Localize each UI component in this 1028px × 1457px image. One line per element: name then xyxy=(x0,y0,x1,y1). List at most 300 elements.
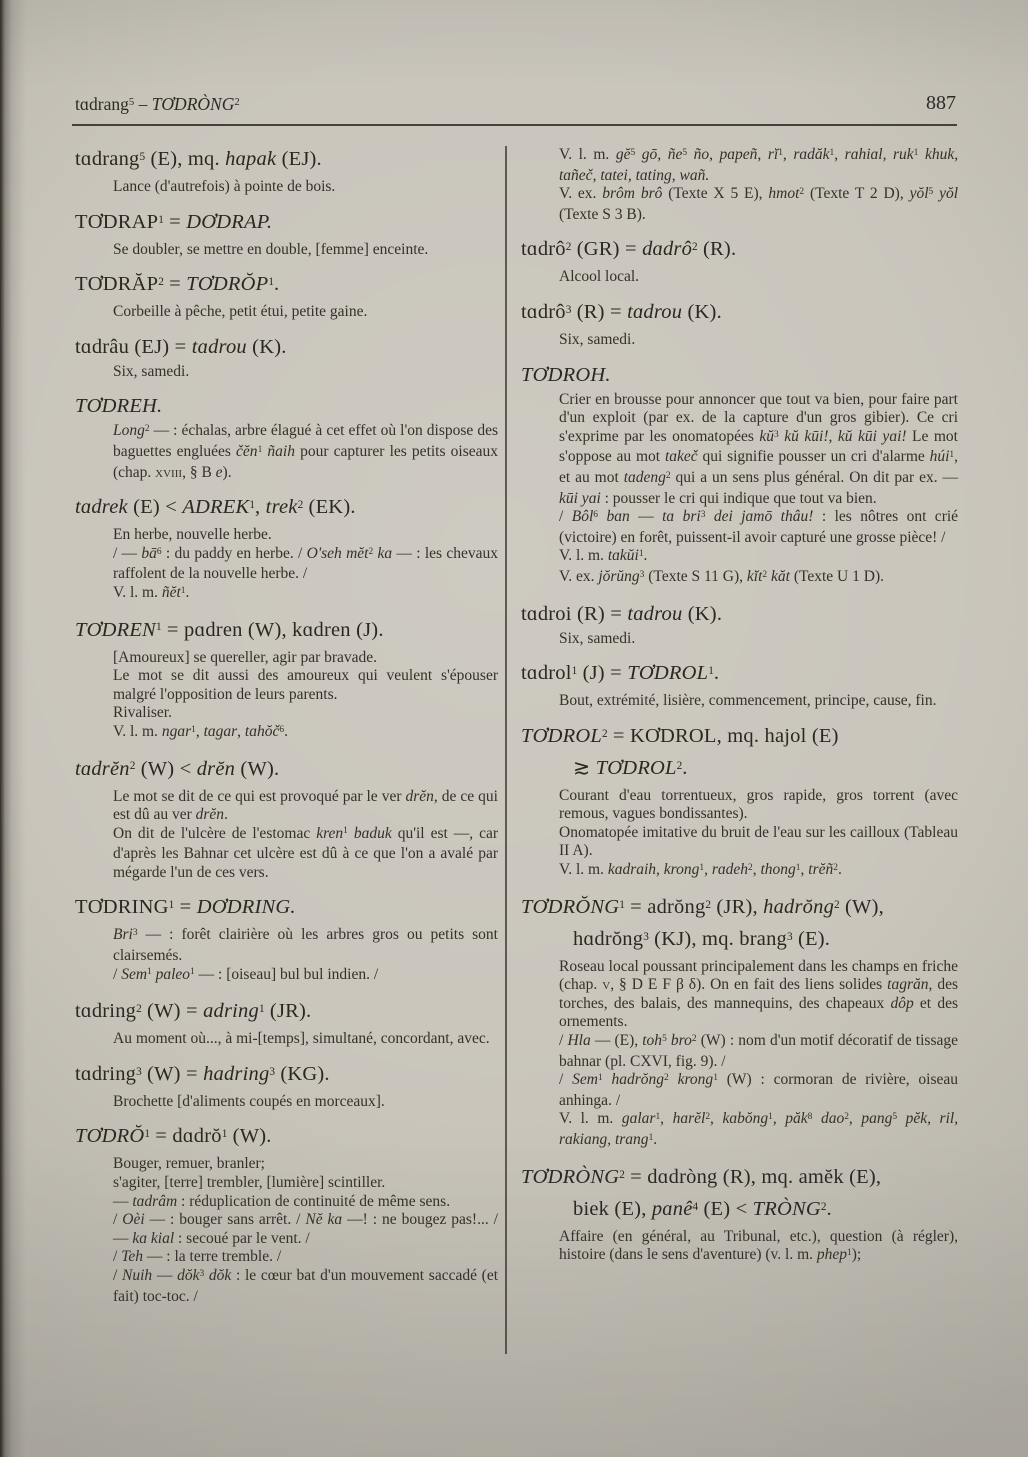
text-segment: / xyxy=(559,1071,573,1089)
dictionary-entry xyxy=(521,299,958,350)
text-segment: 1 xyxy=(249,499,256,512)
entry-headword xyxy=(521,299,958,328)
entry-headword xyxy=(521,660,958,689)
text-segment: (R) = xyxy=(571,300,628,323)
text-segment xyxy=(603,1071,612,1088)
text-segment: ADREK xyxy=(182,496,250,519)
text-segment: čĕn xyxy=(236,442,258,460)
text-segment: 1 xyxy=(913,147,919,158)
text-segment: (J) = xyxy=(577,662,628,685)
text-segment: drĕn xyxy=(405,787,434,805)
dictionary-entry xyxy=(75,146,498,197)
text-segment: thong xyxy=(760,861,796,879)
text-segment: Nuih xyxy=(122,1267,153,1284)
text-segment: tɑdeng xyxy=(623,468,666,486)
text-segment: 2 xyxy=(705,898,712,911)
text-segment: hadrŏng xyxy=(611,1071,665,1089)
text-segment: 2 xyxy=(691,1033,697,1044)
text-segment: Au moment où..., à mi-[temps], simultané, concordant, avec. xyxy=(113,1030,490,1048)
text-segment: — xyxy=(152,1267,178,1284)
text-segment: Sem xyxy=(121,965,148,983)
dictionary-entry xyxy=(75,209,498,260)
text-segment: TƠDRÒNG xyxy=(521,1165,620,1188)
text-segment: : pousser le cri qui indique que tout va bien. xyxy=(600,489,877,507)
text-segment: gɑlar xyxy=(621,1110,656,1128)
text-segment: 6 xyxy=(279,724,285,735)
text-segment: . xyxy=(224,806,228,824)
text-segment: 1 xyxy=(795,862,801,873)
definition-paragraph xyxy=(75,1211,498,1248)
text-segment: = dɑdrŏ xyxy=(149,1125,222,1148)
text-segment: tɑdrô xyxy=(521,238,566,261)
text-segment: Alcool local. xyxy=(559,268,640,286)
text-segment: 1 xyxy=(949,450,955,461)
entry-headword xyxy=(75,756,498,785)
text-segment: = xyxy=(174,896,197,919)
text-segment: Le mot se dit de ce qui est provoqué par le ver xyxy=(113,787,406,805)
text-segment: tɑdring xyxy=(75,1000,137,1023)
text-segment: 2 xyxy=(619,1168,625,1181)
definition-paragraph xyxy=(75,1193,498,1212)
text-segment: 2 xyxy=(129,760,136,773)
definition-paragraph xyxy=(521,1032,958,1071)
text-segment: 5 xyxy=(928,186,934,197)
text-segment: 5 xyxy=(630,147,636,158)
text-segment: trĕñ xyxy=(808,861,834,879)
text-segment: 1 xyxy=(768,1112,773,1123)
text-segment: Hla xyxy=(567,1032,591,1050)
dictionary-entry xyxy=(75,1123,498,1306)
text-segment: Bôl xyxy=(571,508,594,526)
text-segment: bɑn xyxy=(606,508,630,526)
text-segment: 3 xyxy=(786,930,793,943)
text-segment: hmot xyxy=(768,185,800,203)
definition-paragraph xyxy=(75,241,498,260)
definition-paragraph xyxy=(75,363,498,382)
text-segment: 1 xyxy=(190,967,195,978)
text-segment: 3 xyxy=(199,1268,205,1279)
text-segment: V. l. m. xyxy=(559,1110,622,1128)
definition-paragraph xyxy=(75,1267,498,1306)
text-segment: 2 xyxy=(692,241,698,254)
text-segment: . xyxy=(185,583,190,601)
text-segment: 3 xyxy=(643,930,649,943)
text-segment: 1 xyxy=(597,1072,603,1083)
text-segment: (W). xyxy=(227,1125,272,1148)
text-segment: TƠDREH. xyxy=(75,395,163,418)
dictionary-entry xyxy=(521,601,958,649)
definition-paragraph xyxy=(75,649,498,668)
text-segment: TƠDRAP xyxy=(75,210,159,233)
definition-paragraph xyxy=(75,526,498,545)
text-segment: Le mot se dit aussi des amoureux qui veulent s'épouser malgré l'opposition de leurs parents. xyxy=(113,667,498,703)
definition-paragraph xyxy=(521,630,958,649)
text-segment: 2 xyxy=(565,241,572,254)
text-segment: pɑnê xyxy=(651,1197,693,1220)
text-segment: TƠDROH. xyxy=(521,363,611,386)
text-segment: tɑdring xyxy=(75,1062,137,1085)
definition-paragraph xyxy=(75,545,498,584)
text-segment: tɑdrô xyxy=(521,300,566,323)
definition-paragraph xyxy=(521,547,958,568)
text-segment: dŏk xyxy=(177,1267,200,1284)
text-segment: Corbeille à pêche, petit étui, petite gaine. xyxy=(113,303,368,321)
text-segment: jŏrŭng xyxy=(598,567,640,585)
definition-paragraph xyxy=(521,824,958,861)
text-segment: — : la terre tremble. / xyxy=(143,1248,282,1266)
text-segment: 2 xyxy=(762,569,768,580)
definition-paragraph xyxy=(521,692,958,711)
text-segment: khuk, tɑñeč, tɑtei, tɑting, wañ. xyxy=(559,146,959,184)
definition-paragraph xyxy=(75,1030,498,1049)
definition-paragraph xyxy=(521,958,958,1032)
text-segment: Nĕ kɑ xyxy=(305,1211,343,1229)
entry-headword xyxy=(75,894,498,923)
text-segment: 2 xyxy=(664,1072,669,1083)
text-segment: 3 xyxy=(639,569,645,580)
text-segment: / xyxy=(113,1211,123,1229)
text-segment: , xyxy=(752,861,761,879)
text-segment: tɑdrang xyxy=(75,148,140,170)
text-segment: 1 xyxy=(258,1003,265,1016)
definition-paragraph xyxy=(75,303,498,322)
text-segment: (E) < xyxy=(698,1197,753,1220)
text-segment: 3 xyxy=(269,1065,276,1078)
definition-paragraph xyxy=(521,146,958,185)
text-segment: , xyxy=(704,861,712,879)
definition-paragraph xyxy=(521,391,958,509)
text-segment: hadrŏng xyxy=(763,895,835,918)
text-segment: gō, ñe xyxy=(641,146,683,163)
text-segment: tɑdrâm xyxy=(132,1192,178,1210)
text-segment: , xyxy=(255,496,266,519)
text-segment: On dit de l'ulcère de l'estomac xyxy=(113,824,317,842)
page-number: 887 xyxy=(926,92,956,114)
text-segment: kĭt xyxy=(746,567,763,585)
text-segment: — : les chevaux raffolent de la nouvelle herbe. / xyxy=(113,544,498,583)
dictionary-entry xyxy=(75,271,498,322)
dictionary-entry xyxy=(75,1061,498,1112)
text-segment: dao xyxy=(820,1110,845,1128)
text-segment: V. l. m. xyxy=(113,583,162,601)
text-segment: : du paddy en herbe. / xyxy=(161,544,307,562)
definition-paragraph xyxy=(75,704,498,723)
entry-headword xyxy=(521,362,958,388)
text-segment: , § D E F β δ). On en fait des liens solides xyxy=(610,976,888,994)
definition-paragraph xyxy=(75,422,498,482)
text-segment: pĕk, ril, rɑkiang, trang xyxy=(559,1110,959,1148)
text-segment: TRÒNG xyxy=(752,1197,821,1220)
definition-paragraph xyxy=(75,178,498,197)
text-segment: trek xyxy=(265,496,298,519)
text-segment: (W) = xyxy=(141,1062,204,1085)
text-segment: kŭ kūi!, kŭ kūi yɑi! xyxy=(784,427,907,445)
text-segment: tɑ bri xyxy=(662,508,701,526)
text-segment: Se doubler, se mettre en double, [femme] enceinte. xyxy=(113,240,429,258)
text-segment: TƠDROL xyxy=(627,662,709,685)
text-segment: toh xyxy=(642,1032,663,1050)
text-segment: = adrŏng xyxy=(624,895,706,918)
dictionary-entry xyxy=(521,146,958,224)
text-segment: 1 xyxy=(699,862,705,873)
definition-paragraph xyxy=(75,1155,498,1174)
text-segment: 1 xyxy=(638,549,644,560)
text-segment: bro xyxy=(670,1032,692,1050)
text-segment xyxy=(669,1071,678,1088)
dictionary-entry xyxy=(521,362,958,589)
text-segment: hadring xyxy=(203,1062,270,1085)
text-segment: (Texte U 1 D). xyxy=(789,567,884,585)
text-segment: : le cœur bat d'un mouvement saccadé (et fait) toc-toc. / xyxy=(113,1267,499,1305)
text-segment: , xyxy=(800,861,809,879)
entry-headword xyxy=(521,1196,958,1225)
text-segment: Affaire (en général, au Tribunal, etc.), question (à régler), histoire (dans le sens d'aventure) (v. l. m. xyxy=(559,1227,958,1264)
text-segment: gĕ xyxy=(615,146,631,163)
text-segment: tɑdrang xyxy=(75,94,129,114)
definition-paragraph xyxy=(521,1110,958,1151)
text-segment: tɑgar xyxy=(203,722,238,740)
text-segment: 1 xyxy=(778,147,783,158)
text-segment: tɑdrou xyxy=(191,335,247,358)
text-segment: 3 xyxy=(565,303,572,316)
entry-headword xyxy=(521,894,958,923)
entry-headword xyxy=(521,236,958,265)
text-segment: drĕn xyxy=(195,806,225,824)
definition-paragraph xyxy=(75,926,498,965)
text-segment: kūi yɑi xyxy=(559,489,601,507)
text-segment: / xyxy=(113,1248,122,1266)
text-segment: : les nôtres ont crié (victoire) en forêt, puissent-il avoir capturé une grosse pièce! / xyxy=(559,508,959,546)
text-segment: (KJ), mq. brang xyxy=(648,927,787,950)
text-segment: tɑhŏč xyxy=(244,722,280,740)
text-segment: 1 xyxy=(829,147,835,158)
text-segment: (Texte T 2 D), xyxy=(804,185,910,203)
text-segment: hɑdrŏng xyxy=(573,927,644,950)
text-segment: (K). xyxy=(246,335,287,358)
text-segment: (E) < xyxy=(127,496,183,519)
text-segment: tɑdroi (R) = xyxy=(521,602,628,625)
text-segment: 5 xyxy=(128,96,135,109)
text-segment: tɑdrĕn xyxy=(75,757,130,780)
text-segment: krong xyxy=(677,1071,714,1089)
text-segment: Oèi xyxy=(122,1211,145,1229)
text-segment: 6 xyxy=(593,509,598,520)
text-segment: (W). xyxy=(235,757,280,780)
text-segment: (E), mq. xyxy=(145,148,226,170)
dictionary-entry xyxy=(521,660,958,711)
text-segment: 1 xyxy=(144,1128,150,1141)
text-segment: ); xyxy=(851,1246,862,1264)
definition-paragraph xyxy=(75,788,498,825)
dictionary-entry xyxy=(75,617,498,744)
text-segment: : réduplication de continuité de même sens. xyxy=(177,1192,451,1210)
definition-paragraph xyxy=(521,1071,958,1110)
text-segment: 1 xyxy=(268,276,274,289)
text-segment: — : bouger sans arrêt. / xyxy=(144,1211,306,1229)
text-segment: 1 xyxy=(648,1132,654,1143)
text-segment: (K). xyxy=(682,300,722,323)
text-segment: 1 xyxy=(708,665,714,678)
text-segment: , xyxy=(834,146,845,163)
dictionary-entry xyxy=(521,236,958,287)
text-segment: (W) < xyxy=(135,757,197,780)
text-segment: 1 xyxy=(343,826,348,837)
text-segment: Long xyxy=(113,422,145,440)
text-segment: 2 xyxy=(820,1200,827,1213)
text-segment: : secoué par le vent. / xyxy=(174,1229,310,1247)
text-segment: TƠDRĂP xyxy=(75,273,159,296)
text-segment: Lance (d'autrefois) à pointe de bois. xyxy=(113,178,336,195)
text-segment: hɑpak xyxy=(225,148,277,170)
dictionary-entry xyxy=(521,1164,958,1267)
text-segment: V. l. m. xyxy=(559,547,608,565)
dictionary-entry xyxy=(75,494,498,604)
definition-paragraph xyxy=(75,966,498,987)
text-segment: 1 xyxy=(168,899,175,912)
text-segment: rɑhiɑl, ruk xyxy=(844,146,914,163)
text-segment: / — xyxy=(113,544,142,562)
entry-headword xyxy=(75,209,498,238)
text-segment: DƠDRING. xyxy=(196,896,296,919)
definition-paragraph xyxy=(75,1093,498,1112)
text-segment xyxy=(705,508,713,525)
text-segment: 2 xyxy=(748,862,753,873)
entry-headword xyxy=(521,723,958,752)
text-segment: yŏl xyxy=(939,185,959,203)
text-segment: 2 xyxy=(144,424,150,435)
text-segment: — xyxy=(113,1192,133,1210)
text-segment: ño, pɑpeñ, rĭ xyxy=(693,146,779,163)
text-segment: (W), xyxy=(839,895,884,918)
text-segment: pour capturer les petits oiseaux (chap. xyxy=(113,442,499,481)
text-segment: 2 xyxy=(705,1112,711,1123)
text-segment: = xyxy=(163,210,187,233)
text-segment: hɑrĕl xyxy=(672,1110,706,1128)
text-segment: e xyxy=(215,463,223,481)
definition-paragraph xyxy=(75,1174,498,1193)
text-segment: 1 xyxy=(180,585,186,596)
text-segment: ≳ xyxy=(573,756,596,779)
text-segment: Rivaliser. xyxy=(113,704,172,722)
text-segment: (W) : cormoran de rivière, oiseau anhinga. / xyxy=(559,1071,959,1109)
text-segment: . xyxy=(643,547,648,565)
text-segment: / xyxy=(559,508,572,526)
text-segment: 3 xyxy=(774,429,779,440)
text-segment: = xyxy=(163,273,187,296)
text-segment: (W) = xyxy=(141,1000,204,1023)
column-right xyxy=(521,140,958,1267)
entry-headword xyxy=(75,334,498,360)
text-segment: (JR), xyxy=(711,895,764,918)
text-segment: dɑdrô xyxy=(642,238,693,261)
text-segment: Six, samedi. xyxy=(559,629,636,647)
text-segment: 1 xyxy=(191,724,196,735)
text-segment: Onomatopée imitative du bruit de l'eau sur les cailloux (Tableau II A). xyxy=(559,823,958,860)
text-segment: —! : ne bougez pas!... / — xyxy=(113,1211,498,1247)
text-segment: 1 xyxy=(847,1247,852,1258)
text-segment: / xyxy=(559,1032,568,1050)
text-segment: — : échalas, arbre élagué à cet effet où l'on dispose des baguettes engluées xyxy=(113,422,498,460)
text-segment: tɑdrou xyxy=(627,602,683,625)
text-segment: tɑdrek xyxy=(75,496,128,519)
text-segment: 5 xyxy=(662,1033,667,1044)
text-segment: — : [oiseau] bul bul indien. / xyxy=(194,965,379,983)
text-segment: Six, samedi. xyxy=(113,362,190,380)
text-segment: tɑgrăn xyxy=(887,976,929,994)
text-segment: qui signifie pousser un cri d'alarme xyxy=(697,448,930,466)
text-segment: 1 xyxy=(221,1128,228,1141)
text-segment: 1 xyxy=(713,1072,718,1083)
text-segment: 2 xyxy=(834,898,840,911)
text-segment: , xyxy=(660,1110,673,1128)
text-segment: , xyxy=(848,1110,862,1128)
text-segment: Bri xyxy=(113,926,133,944)
text-segment: tɑdrou xyxy=(627,300,683,323)
definition-paragraph xyxy=(75,667,498,704)
definition-paragraph xyxy=(521,331,958,350)
text-segment: V. l. m. xyxy=(559,146,616,163)
entry-headword xyxy=(521,601,958,627)
text-segment: . xyxy=(682,756,688,779)
text-segment: = KƠDROL, mq. hajol (E) xyxy=(607,724,839,747)
column-divider xyxy=(505,146,507,1354)
definition-paragraph xyxy=(521,861,958,882)
text-segment: . xyxy=(273,273,280,296)
text-segment: En herbe, nouvelle herbe. xyxy=(113,526,272,544)
text-segment: TƠDRŎP xyxy=(186,273,269,296)
text-segment: TƠDREN xyxy=(75,618,156,641)
text-segment: = dɑdròng (R), mq. amĕk (E), xyxy=(624,1165,882,1188)
running-title xyxy=(75,94,240,115)
text-segment: bā xyxy=(141,544,157,562)
entry-headword xyxy=(75,494,498,523)
entry-headword xyxy=(521,755,958,784)
text-segment: , et au mot xyxy=(559,448,958,486)
text-segment: Brochette [d'aliments coupés en morceaux]. xyxy=(113,1092,385,1110)
text-segment: , xyxy=(710,1110,723,1128)
text-segment: (EJ). xyxy=(276,148,322,170)
text-segment: (EK). xyxy=(303,496,356,519)
text-segment: (K). xyxy=(682,602,723,625)
text-segment: pɑleo xyxy=(155,965,191,983)
text-segment: (W) : nom d'un motif décoratif de tissage bahnar (pl. CXVI, fig. 9). / xyxy=(559,1032,958,1070)
text-segment: dei jɑmō thâu! xyxy=(713,508,814,526)
dictionary-entry xyxy=(75,756,498,883)
definition-paragraph xyxy=(75,825,498,883)
dictionary-entry xyxy=(75,894,498,986)
text-segment: — xyxy=(629,508,663,526)
text-segment: tɑdrâu (EJ) = xyxy=(75,335,192,358)
text-segment: / xyxy=(113,1267,123,1284)
text-segment: 3 xyxy=(700,509,706,520)
text-segment: (JR). xyxy=(264,1000,312,1023)
text-segment: TƠDROL xyxy=(521,724,602,747)
text-segment: 2 xyxy=(833,862,838,873)
text-segment: pang xyxy=(861,1110,893,1128)
text-segment: Six, samedi. xyxy=(559,330,636,348)
text-segment: (KG). xyxy=(275,1062,330,1085)
text-segment: (Texte X 5 E), xyxy=(662,185,769,203)
text-segment: 6 xyxy=(156,546,162,557)
text-segment: brôm brô xyxy=(602,185,663,203)
text-segment: . xyxy=(653,1131,658,1148)
text-segment: biek (E), xyxy=(573,1197,652,1220)
text-segment: / xyxy=(113,965,122,983)
definition-paragraph xyxy=(521,787,958,824)
text-segment: 2 xyxy=(665,470,671,481)
text-segment: , des torches, des balais, des mannequins, des chapeaux xyxy=(559,976,958,1012)
dictionary-entry xyxy=(521,723,958,882)
